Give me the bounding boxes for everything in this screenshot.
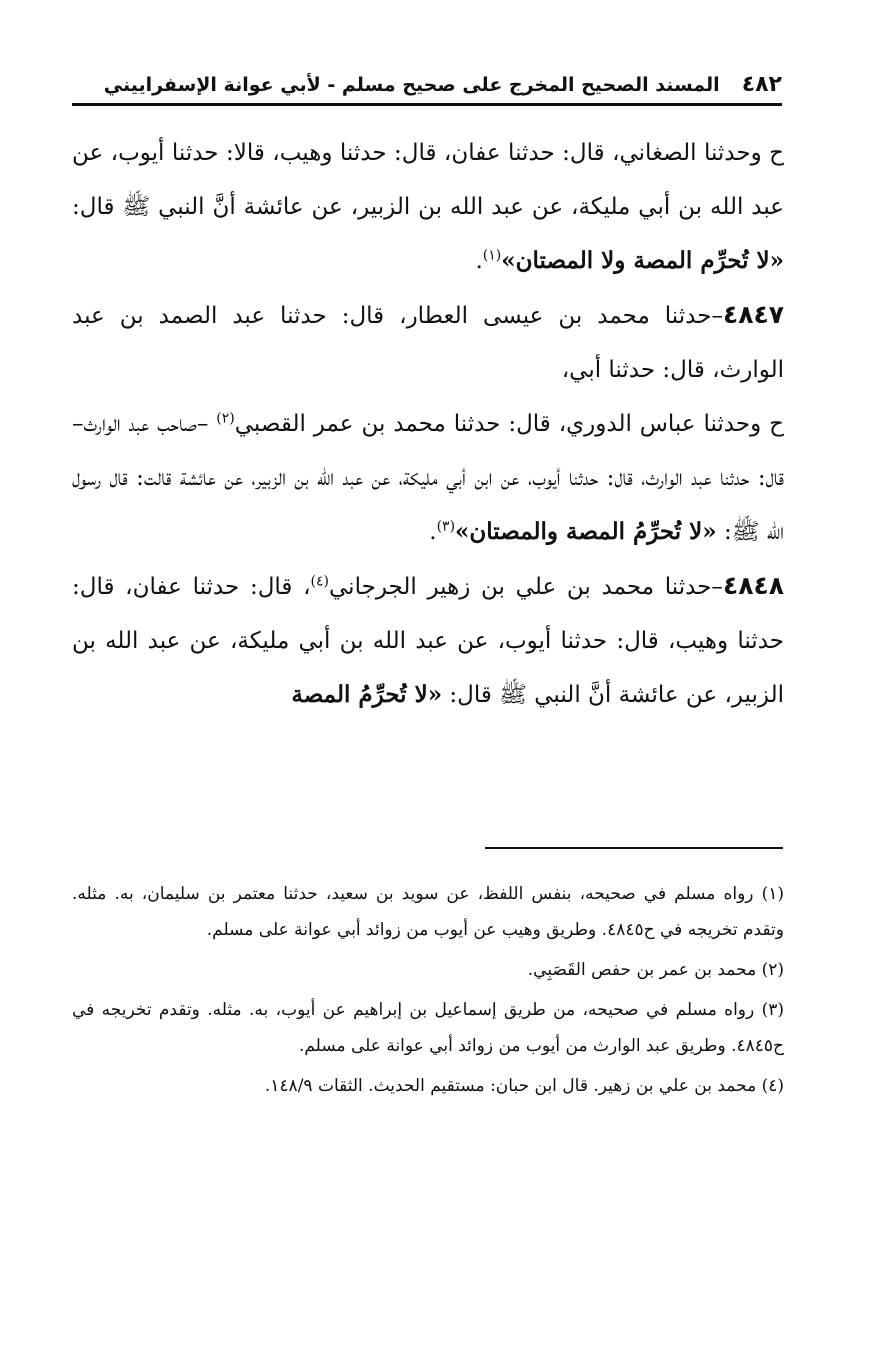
page-number: ٤٨٢ [741,72,782,97]
footnote-4: (٤) محمد بن علي بن زهير. قال ابن حبان: مستقيم الحديث. الثقات ١٤٨/٩. [264,1076,784,1096]
hadith-quote-2: «لا تُحرِّمُ المصة والمصتان» [455,518,717,545]
paragraph-4-text-a: –حدثنا محمد بن علي بن زهير الجرجاني [329,574,723,600]
paragraph-3-end: . [429,519,437,545]
paragraph-hadith-4848 [72,559,784,722]
footnote-2: (٢) محمد بن عمر بن حفص القَصَبِي. [527,960,784,980]
paragraph-3 [72,397,784,559]
footnote-ref-3: (٣) [436,518,456,535]
footnote-3: (٣) رواه مسلم في صحيحه، من طريق إسماعيل بن إبراهيم عن أيوب، به. مثله. وتقدم تخريجه في ح٤٨٤٥. وطريق عبد الوارث من أيوب من زوائد أبي عوانة على مسلم. [72,1000,784,1056]
page-header [72,66,782,106]
hadith-quote-1: «لا تُحرِّم المصة ولا المصتان» [501,247,784,274]
hadith-quote-3: «لا تُحرِّمُ المصة [291,681,443,708]
paragraph-1 [72,126,784,288]
footnote-ref-1: (١) [482,247,502,264]
main-text [72,126,784,722]
footnotes [72,876,784,1108]
footnote-divider [485,847,783,849]
hadith-number-4847: ٤٨٤٧ [722,300,784,329]
paragraph-hadith-4847 [72,288,784,397]
paragraph-2-text: –حدثنا محمد بن عيسى العطار، قال: حدثنا عبد الصمد بن عبد الوارث، قال: حدثنا أبي، [72,303,784,383]
paragraph-3-text-b: –صاحب عبد الوارث– قال: حدثنا عبد الوارث، قال: حدثنا أيوب، عن ابن أبي مليكة، عن عبد الله بن الزبير، عن عائشة قالت: قال رسول الله ﷺ: [72,411,784,545]
paragraph-4-text-b: ، قال: حدثنا عفان، قال: حدثنا وهيب، قال: حدثنا أيوب، عن عبد الله بن أبي مليكة، عن عبد الله بن الزبير، عن عائشة أنَّ النبي ﷺ قال: [72,574,784,708]
paragraph-1-text: ح وحدثنا الصغاني، قال: حدثنا عفان، قال: حدثنا وهيب، قالا: حدثنا أيوب، عن عبد الله بن أبي مليكة، عن عبد الله بن الزبير، عن عائشة أنَّ النبي ﷺ قال: [72,140,784,220]
footnote-1: (١) رواه مسلم في صحيحه، بنفس اللفظ، عن سويد بن سعيد، حدثنا معتمر بن سليمان، به. مثله. وتقدم تخريجه في ح٤٨٤٥. وطريق وهيب عن أيوب من زوائد أبي عوانة على مسلم. [72,884,784,940]
footnote-ref-4: (٤) [310,573,330,590]
paragraph-3-text-a: ح وحدثنا عباس الدوري، قال: حدثنا محمد بن عمر القصبي [234,411,784,437]
running-title: المسند الصحيح المخرج على صحيح مسلم - لأبي عوانة الإسفراييني [103,73,720,96]
hadith-number-4848: ٤٨٤٨ [722,571,784,600]
footnote-ref-2: (٢) [216,410,235,427]
paragraph-1-end: . [475,248,483,274]
